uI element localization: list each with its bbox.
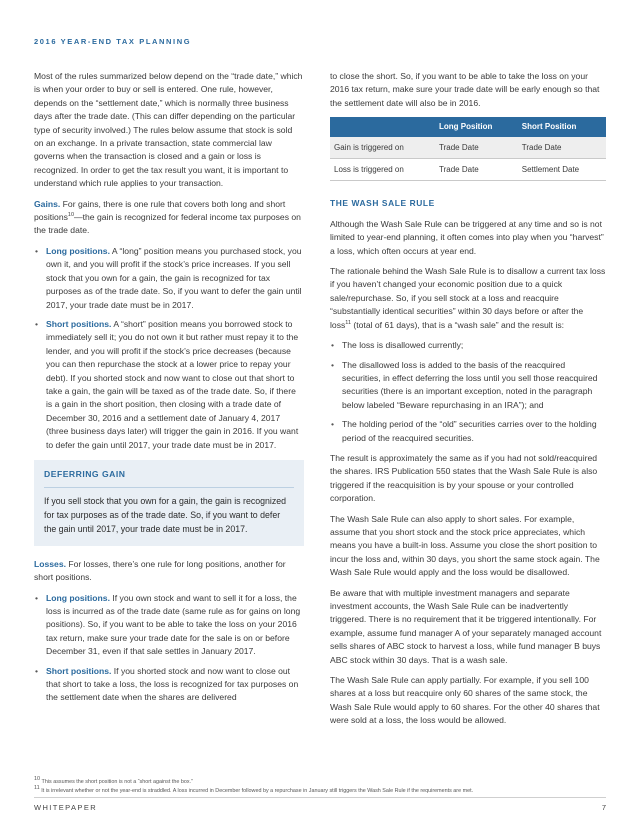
left-column bbox=[34, 70, 304, 712]
list-item-lead: Short positions. bbox=[46, 318, 112, 329]
list-item: • The disallowed loss is added to the basis of the reacquired securities, in effect deferring the loss until you sell those reacquired securities (there is an important exception, noted in the paragraph below labeled “Beware repurchasing in an IRA”); and bbox=[330, 359, 606, 413]
callout-title: DEFERRING GAIN bbox=[44, 468, 294, 488]
wash-paragraph-3: The result is approximately the same as if you had not sold/reacquired the shares. IRS Publication 550 states that the Wash Sale Rule is also triggered if the reacquisition is by your spouse or your controlled corporation. bbox=[330, 452, 598, 504]
footnote-text: This assumes the short position is not a “short against the box.” bbox=[40, 779, 193, 785]
document-section-label: 2016 YEAR-END TAX PLANNING bbox=[34, 37, 192, 46]
table-cell: Trade Date bbox=[435, 159, 518, 181]
list-item bbox=[34, 245, 304, 312]
list-item-text: A “long” position means you purchased stock, you own it, and you will profit if the stock’s price increases. If you sell stock that you own for a gain, the gain is recognized for tax purposes as of the trade date. So, if you want to defer the gain until 2017, your trade date must be in 2017. bbox=[46, 245, 302, 310]
wash-p2-text-b: (total of 61 days), that is a “wash sale” and the result is: bbox=[351, 319, 565, 330]
footnote bbox=[34, 787, 606, 796]
trigger-table bbox=[330, 117, 606, 181]
list-item-text: If you shorted stock and now want to close out that short to take a loss, the loss is recognized for tax purposes on the settlement date when the shares are delivered bbox=[46, 665, 299, 703]
gains-list bbox=[34, 245, 304, 452]
footer-label: WHITEPAPER bbox=[34, 803, 98, 812]
table-header-cell bbox=[330, 117, 435, 136]
wash-results-list bbox=[330, 339, 606, 445]
footnote-ref-10: 10 bbox=[67, 212, 75, 219]
list-item bbox=[34, 318, 304, 452]
footnotes bbox=[34, 778, 606, 796]
callout-body: If you sell stock that you own for a gain, the gain is recognized for tax purposes as of the trade date. So, if you want to defer the gain until 2017, your trade date must be in 2017. bbox=[44, 496, 287, 534]
wash-paragraph-1: Although the Wash Sale Rule can be triggered at any time and so is not limited to year-end planning, it often comes into play when you “harvest” a loss, which often occurs at year end. bbox=[330, 218, 604, 256]
losses-lead: Losses. bbox=[34, 558, 67, 569]
footnote-number: 11 bbox=[34, 785, 40, 792]
list-item bbox=[34, 592, 304, 659]
wash-sale-heading: THE WASH SALE RULE bbox=[330, 198, 435, 209]
list-item-lead: Long positions. bbox=[46, 592, 110, 603]
losses-paragraph bbox=[34, 558, 304, 585]
footnote bbox=[34, 778, 606, 787]
table-cell: Trade Date bbox=[435, 137, 518, 159]
footnote-ref-11: 11 bbox=[345, 319, 352, 326]
wash-paragraph-6: The Wash Sale Rule can apply partially. For example, if you sell 100 shares at a loss but reacquire only 60 shares of the same stock, the Wash Sale Rule would apply to 60 shares. For the other 40 shares that were sold at a loss, the loss would be allowed. bbox=[330, 675, 600, 726]
wash-paragraph-2 bbox=[330, 265, 606, 332]
list-item-lead: Short positions. bbox=[46, 665, 112, 676]
table-cell: Trade Date bbox=[518, 137, 606, 159]
table-header-cell: Long Position bbox=[435, 117, 518, 136]
table-cell: Gain is triggered on bbox=[330, 137, 435, 159]
deferring-gain-callout bbox=[34, 460, 304, 546]
gains-paragraph bbox=[34, 198, 304, 238]
table-header-cell: Short Position bbox=[518, 117, 606, 136]
list-item-text: If you own stock and want to sell it for a loss, the loss is incurred as of the trade date (same rule as for gains on long positions). So, if you want to be able to take the loss on your 2016 tax return, make sure your trade date for the sale is on or before December 31, even if that sale settles in January 2017. bbox=[46, 592, 301, 657]
table-header-row bbox=[330, 117, 606, 136]
table-cell: Loss is triggered on bbox=[330, 159, 435, 181]
gains-lead: Gains. bbox=[34, 198, 61, 209]
wash-p2-text-a: The rationale behind the Wash Sale Rule is to disallow a current tax loss if you haven’t changed your economic position due to a quick sale/repurchase. So, if you sell stock at a loss and reacquire “substantially identical securities” within 30 days before or after the loss bbox=[330, 266, 606, 330]
continued-paragraph: to close the short. So, if you want to be able to take the loss on your 2016 tax return, make sure your trade date will be early enough so that the settlement date will also be in 2016. bbox=[330, 71, 600, 108]
losses-text: For losses, there’s one rule for long positions, another for short positions. bbox=[34, 558, 286, 583]
wash-paragraph-5: Be aware that with multiple investment managers and separate investment accounts, the Wash Sale Rule can be inadvertently triggered. There is no requirement that it be triggered intentionally. For example, assume fund manager A of your separately managed account sells shares of ABC stock to harvest a loss, while fund manager B buys ABC stock within 30 days. That is a wash sale. bbox=[330, 587, 602, 665]
page-number: 7 bbox=[601, 803, 606, 812]
footnote-number: 10 bbox=[34, 776, 41, 783]
gains-text-a: For gains, there is one rule that covers both long and short positions bbox=[34, 198, 286, 223]
intro-paragraph: Most of the rules summarized below depend on the “trade date,” which is when your order to buy or sell is entered. One rule, however, depends on the “settlement date,” which is normally three business days after the trade date. (This can differ depending on the particular type of security involved.) The rules below assume that stock is sold on an exchange. In a private transaction, state commercial law governs when the transaction is closed and a gain or loss is recognized. In order to get the tax result you want, it is important to understand which rule applies to your transaction. bbox=[34, 71, 303, 189]
gains-text-b: —the gain is recognized for federal income tax purposes on the trade date. bbox=[34, 212, 301, 236]
list-item: • The loss is disallowed currently; bbox=[330, 339, 606, 352]
table-row bbox=[330, 159, 606, 181]
losses-list bbox=[34, 592, 304, 705]
list-item-lead: Long positions. bbox=[46, 245, 110, 256]
footnote-text: It is irrelevant whether or not the year-end is straddled. A loss incurred in December followed by a repurchase in January still triggers the Wash Sale Rule if the requirements are met. bbox=[39, 788, 474, 794]
list-item-text: A “short” position means you borrowed stock to immediately sell it; you do not own it but rather must repay it to the lender, and you will profit if the stock’s price decreases (because you can then repurchase the stock at a lower price to repay your debt). If you shorted stock and now want to close out that short to take a gain, the gain will be taxed as of the trade date. So, if there is a gain in the short position, then closing with a trade date of December 30, 2016 and a settlement date of January 4, 2017 (three business days later) will trigger the gain in 2016. If you want to defer the gain until 2017, your trade date must be in 2017. bbox=[46, 318, 299, 450]
list-item: • The holding period of the “old” securities carries over to the holding period of the reacquired securities. bbox=[330, 418, 606, 445]
table-row bbox=[330, 137, 606, 159]
wash-paragraph-4: The Wash Sale Rule can also apply to short sales. For example, assume that you short stock and the stock price appreciates, which means you have a built-in loss. Assume you close the short position to incur the loss and, within 30 days, you short the same stock again. The Wash Sale Rule would apply and the loss would be disallowed. bbox=[330, 513, 600, 578]
footer-divider bbox=[34, 797, 606, 798]
list-item bbox=[34, 665, 304, 705]
right-column bbox=[330, 70, 606, 735]
table-cell: Settlement Date bbox=[518, 159, 606, 181]
